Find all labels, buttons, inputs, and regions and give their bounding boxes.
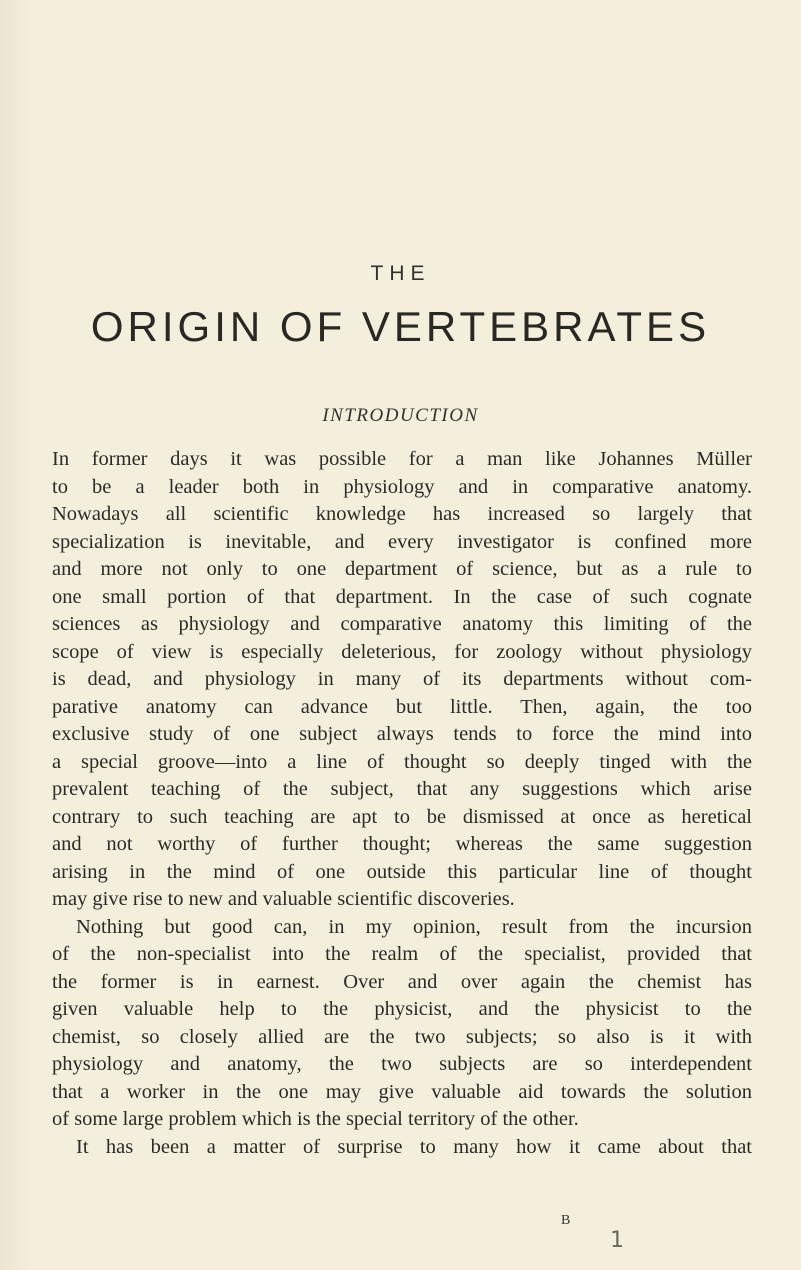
text-line: scope of view is especially deleterious, for zoology without physiology <box>52 640 752 663</box>
signature-mark: B <box>561 1213 571 1228</box>
section-heading: INTRODUCTION <box>322 405 479 426</box>
text-line: In former days it was possible for a man like Johannes Müller <box>52 448 752 470</box>
text-line: specialization is inevitable, and every investigator is confined more <box>52 530 752 553</box>
text-line: a special groove—into a line of thought so deeply tinged with the <box>52 750 752 773</box>
text-line: to be a leader both in physiology and in comparative anatomy. <box>52 475 752 498</box>
text-line: of some large problem which is the special territory of the other. <box>52 1108 579 1130</box>
text-line: that a worker in the one may give valuable aid towards the solution <box>52 1080 752 1103</box>
text-line: and not worthy of further thought; whereas the same suggestion <box>52 833 752 855</box>
text-line: arising in the mind of one outside this particular line of thought <box>52 860 752 883</box>
text-line: contrary to such teaching are apt to be dismissed at once as heretical <box>52 805 752 828</box>
book-title: ORIGIN OF VERTEBRATES <box>90 303 711 350</box>
text-line: sciences as physiology and comparative anatomy this limiting of the <box>52 613 752 635</box>
text-line: given valuable help to the physicist, and the physicist to the <box>52 998 752 1020</box>
handwritten-mark: 1 <box>610 1228 624 1253</box>
text-line: the former is in earnest. Over and over again the chemist has <box>52 970 752 993</box>
text-line: is dead, and physiology in many of its departments without com- <box>52 668 752 690</box>
text-line: and more not only to one department of science, but as a rule to <box>52 558 752 580</box>
text-line: one small portion of that department. In the case of such cognate <box>52 585 752 608</box>
text-line: It has been a matter of surprise to many how it came about that <box>76 1135 752 1158</box>
body-text <box>52 446 752 1161</box>
text-line: Nothing but good can, in my opinion, result from the incursion <box>76 915 752 938</box>
text-line: parative anatomy can advance but little. Then, again, the too <box>52 695 752 718</box>
pre-title: THE <box>370 262 431 285</box>
text-line: of the non-specialist into the realm of the specialist, provided that <box>52 943 752 965</box>
text-line: exclusive study of one subject always tends to force the mind into <box>52 723 752 745</box>
text-line: may give rise to new and valuable scientific discoveries. <box>52 888 515 910</box>
text-line: chemist, so closely allied are the two subjects; so also is it with <box>52 1025 752 1048</box>
text-line: prevalent teaching of the subject, that any suggestions which arise <box>52 778 752 800</box>
text-line: Nowadays all scientific knowledge has increased so largely that <box>52 503 752 525</box>
text-line: physiology and anatomy, the two subjects are so interdependent <box>52 1053 752 1075</box>
